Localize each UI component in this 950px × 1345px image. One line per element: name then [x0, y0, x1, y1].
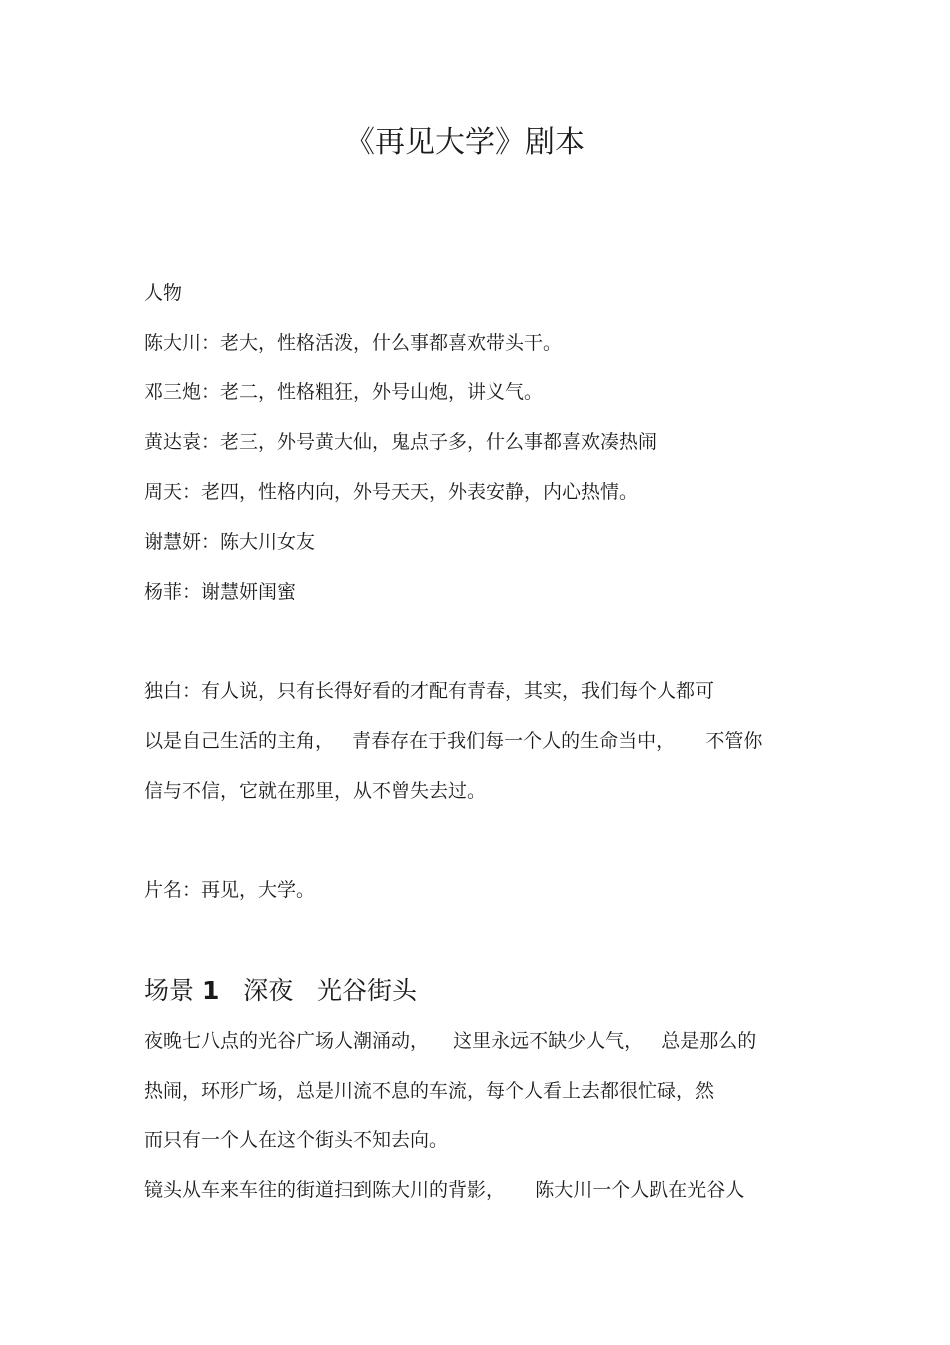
scene-paragraph-line: 夜晚七八点的光谷广场人潮涌动， 这里永远不缺少人气， 总是那么的: [144, 1030, 757, 1052]
monologue-line: 信与不信，它就在那里，从不曾失去过。: [144, 780, 487, 802]
scene-heading: [144, 973, 417, 1009]
character-line: 黄达袁：老三，外号黄大仙，鬼点子多，什么事都喜欢凑热闹: [144, 431, 658, 453]
scene-location: 深夜 光谷街头: [219, 976, 418, 1005]
scene-label: 场景: [144, 976, 195, 1005]
character-line: 邓三炮：老二，性格粗狂，外号山炮，讲义气。: [144, 381, 544, 403]
document-title: 《再见大学》剧本: [345, 125, 585, 160]
scene-paragraph-line: 热闹，环形广场，总是川流不息的车流，每个人看上去都很忙碌，然: [144, 1080, 715, 1102]
character-line: 周天：老四，性格内向，外号天天，外表安静，内心热情。: [144, 481, 639, 503]
scene-paragraph-line: 而只有一个人在这个街头不知去向。: [144, 1129, 449, 1151]
character-line: 杨菲：谢慧妍闺蜜: [144, 581, 297, 603]
film-title-line: 片名：再见，大学。: [144, 879, 316, 901]
characters-heading: 人物: [144, 282, 183, 304]
monologue-line: 独白：有人说，只有长得好看的才配有青春，其实，我们每个人都可: [144, 680, 715, 702]
character-line: 谢慧妍：陈大川女友: [144, 531, 316, 553]
character-line: 陈大川：老大，性格活泼，什么事都喜欢带头干。: [144, 332, 563, 354]
monologue-line: 以是自己生活的主角， 青春存在于我们每一个人的生命当中， 不管你: [144, 730, 763, 752]
scene-number: 1: [201, 976, 220, 1005]
scene-paragraph-line: 镜头从车来车往的街道扫到陈大川的背影， 陈大川一个人趴在光谷人: [144, 1179, 745, 1201]
